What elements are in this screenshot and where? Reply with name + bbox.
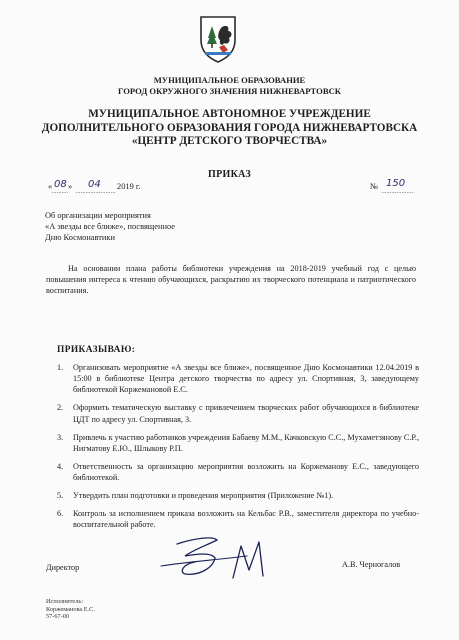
executor-phone: 57-67-00	[46, 613, 70, 621]
order-subject	[45, 210, 175, 243]
executor-label: Исполнитель:	[46, 598, 83, 605]
item-number: 6.	[57, 509, 64, 519]
list-item	[57, 432, 419, 455]
document-title: ПРИКАЗ	[208, 169, 251, 180]
order-items-list	[57, 355, 419, 531]
date-open-quote: «	[48, 182, 53, 191]
item-text: Организовать мероприятие «А звезды все ближе», посвященное Дню Космонавтики 12.04.2019 в 15:00 в библиотеке Центра детского творчества по адресу ул. Спортивная, 3, заведующему библиотекой Коржемановой Е.С.	[73, 362, 419, 395]
municipality-line-2: ГОРОД ОКРУЖНОГО ЗНАЧЕНИЯ НИЖНЕВАРТОВСК	[117, 86, 342, 96]
item-number: 2.	[57, 403, 64, 413]
signatory-name: А.В. Черногалов	[342, 560, 401, 569]
institution-line-1: МУНИЦИПАЛЬНОЕ АВТОНОМНОЕ УЧРЕЖДЕНИЕ	[88, 108, 371, 120]
item-text: Оформить тематическую выставку с привлечением творческих работ обучающихся в библиотеке ЦДТ по адресу ул. Спортивная, 3.	[73, 403, 419, 424]
municipality-block	[0, 75, 459, 97]
item-text: Привлечь к участию работников учреждения Бабаеву М.М., Качковскую С.С., Мухаметзянову С.Р., Нигматову Е.Ю., Шлыкову Р.П.	[73, 432, 419, 453]
signatory-title: Директор	[46, 563, 80, 572]
item-text: Ответственность за организацию мероприятия возложить на Коржеманову Е.С., заведующего библиотекой.	[73, 461, 419, 483]
intro-paragraph: На основании плана работы библиотеки учреждения на 2018-2019 учебный год с целью повышения интереса к чтению обучающихся, раскрытию их творческого потенциала и патриотического воспитания.	[46, 264, 416, 296]
item-number: 1.	[57, 362, 64, 372]
handwritten-signature	[155, 526, 305, 584]
item-number: 5.	[57, 491, 64, 501]
municipality-line-1: МУНИЦИПАЛЬНОЕ ОБРАЗОВАНИЕ	[153, 75, 306, 85]
subject-line-1: Об организации мероприятия	[45, 211, 151, 220]
item-text: Контроль за исполнением приказа возложить на Кельбас Р.В., заместителя директора по учебно-воспитательной работе.	[73, 509, 419, 530]
list-item	[57, 402, 419, 425]
date-year: 2019 г.	[117, 182, 141, 191]
list-item	[57, 362, 419, 396]
order-heading: ПРИКАЗЫВАЮ:	[57, 345, 136, 355]
subject-line-2: «А звезды все ближе», посвященное	[45, 222, 175, 231]
coat-of-arms-icon	[197, 14, 239, 64]
item-text: Утвердить план подготовки и проведения мероприятия (Приложение №1).	[73, 491, 334, 501]
date-number-line	[48, 178, 416, 196]
institution-line-3: «ЦЕНТР ДЕТСКОГО ТВОРЧЕСТВА»	[131, 135, 328, 147]
order-number-label: №	[370, 182, 378, 191]
executor-name: Коржеманова Е.С.	[46, 605, 95, 613]
date-day: 08	[54, 179, 67, 190]
date-underline	[52, 191, 162, 195]
list-item	[57, 461, 419, 484]
date-month: 04	[88, 179, 101, 190]
number-underline	[382, 191, 416, 195]
item-number: 3.	[57, 432, 64, 442]
subject-line-3: Дню Космонавтики	[45, 233, 115, 242]
institution-line-2: ДОПОЛНИТЕЛЬНОГО ОБРАЗОВАНИЯ ГОРОДА НИЖНЕВАРТОВСКА	[41, 121, 418, 134]
order-number: 150	[386, 178, 406, 189]
date-close-quote: »	[68, 182, 73, 191]
item-number: 4.	[57, 461, 64, 471]
institution-block	[0, 108, 459, 149]
list-item	[57, 490, 419, 501]
executor-block	[46, 598, 95, 621]
